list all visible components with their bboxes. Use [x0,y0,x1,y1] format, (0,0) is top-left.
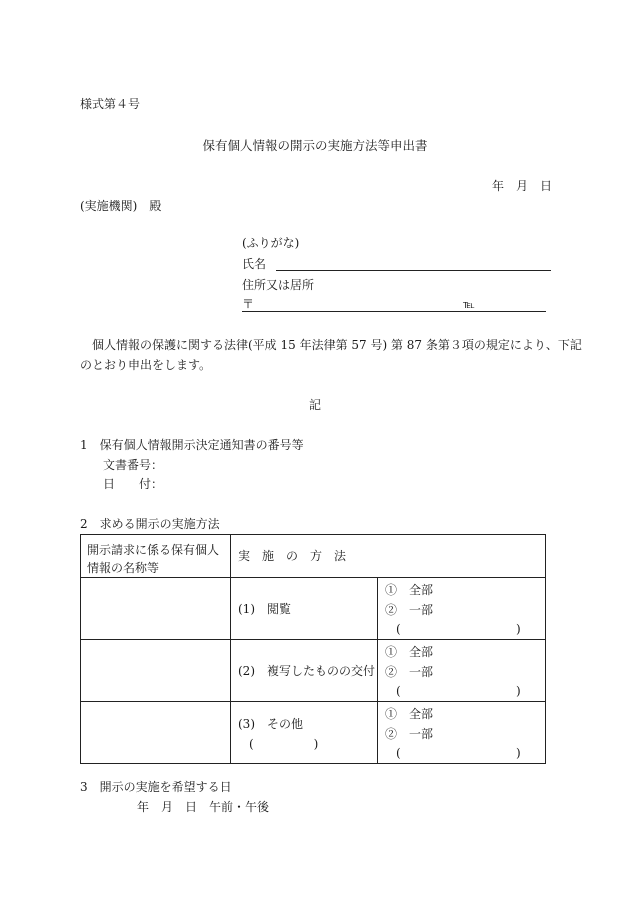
ki-heading: 記 [308,398,321,412]
form-number: 様式第４号 [80,97,141,111]
option-cell [378,578,546,640]
address-field-line[interactable] [242,311,546,312]
paren-open: ( [396,746,401,760]
header-info-name: 開示請求に係る保有個人情報の名称等 [81,535,231,578]
table-row [81,702,546,764]
header-method: 実 施 の 方 法 [231,535,546,578]
disclosure-method-table [80,534,546,764]
postal-mark: 〒 [242,297,255,311]
name-field-line[interactable] [276,270,551,271]
name-label: 氏名 [242,257,267,271]
info-name-cell[interactable] [81,702,231,764]
table-header-row [81,535,546,578]
intro-line-2: のとおり申出をします。 [80,358,212,372]
document-title: 保有個人情報の開示の実施方法等申出書 [202,138,428,153]
option-all[interactable]: ① 全部 [385,583,434,597]
option-all[interactable]: ① 全部 [385,645,434,659]
option-all[interactable]: ① 全部 [385,707,434,721]
info-name-cell[interactable] [81,578,231,640]
address-label: 住所又は居所 [242,278,315,292]
paren-close: ) [516,746,521,760]
recipient-line: (実施機関) 殿 [80,199,162,213]
tel-mark: ℡ [463,298,475,311]
method-cell: (2) 複写したものの交付 [231,640,378,702]
info-name-cell[interactable] [81,640,231,702]
method-cell: (1) 閲覧 [231,578,378,640]
option-cell [378,702,546,764]
paren-open: ( [396,684,401,698]
doc-number-label: 文書番号： [103,458,164,472]
method-other-paren[interactable]: ( ) [249,737,319,751]
option-cell [378,640,546,702]
option-partial[interactable]: ② 一部 [385,603,434,617]
method-other-label: (3) その他 [238,717,303,731]
option-partial[interactable]: ② 一部 [385,665,434,679]
section1-heading: 1 保有個人情報開示決定通知書の番号等 [80,438,304,452]
option-partial[interactable]: ② 一部 [385,727,434,741]
table-row [81,640,546,702]
paren-close: ) [516,684,521,698]
date-line: 年 月 日 [492,179,553,193]
section3-heading: 3 開示の実施を希望する日 [80,780,232,794]
notice-date-label: 日 付： [103,477,164,491]
method-cell [231,702,378,764]
section2-heading: 2 求める開示の実施方法 [80,517,220,531]
desired-date-line: 年 月 日 午前・午後 [137,800,270,814]
paren-open: ( [396,622,401,636]
intro-line-1: 個人情報の保護に関する法律(平成 15 年法律第 57 号) 第 87 条第３項の規定により、下記 [92,338,582,352]
table-row [81,578,546,640]
furigana-label: (ふりがな) [242,236,300,250]
paren-close: ) [516,622,521,636]
